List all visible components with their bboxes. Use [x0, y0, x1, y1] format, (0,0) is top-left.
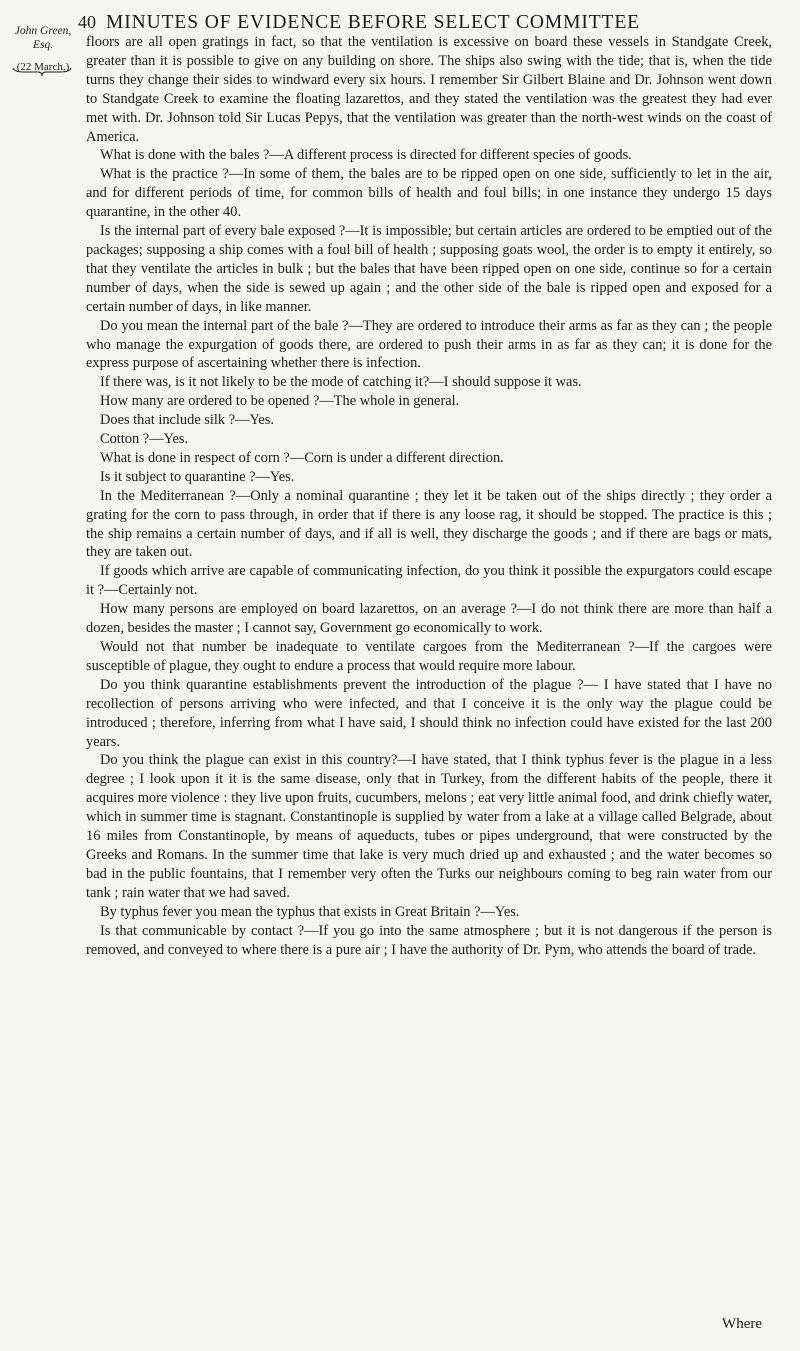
qa-paragraph: How many are ordered to be opened ?—The whole in general.	[100, 393, 460, 410]
qa-paragraph: Is the internal part of every bale exposed ?—It is impossible; but certain articles are ordered to be emptied out of the packages; supposing a ship comes with a foul bill of health ; supposing goats wool, the order is to empty it entirely, so that they ventilate the articles in bulk ; but the bales that have been ripped open on one side, continue so for a certain number of days, when the side is sewed up again ; and the other side of the bale is ripped open and exposed for a certain number of days, in like manner.	[86, 223, 772, 315]
qa-paragraph: What is the practice ?—In some of them, the bales are to be ripped open on one side, sufficiently to let in the air, and for different periods of time, for common bills of health and foul bills; in one instance they undergo 15 days quarantine, in the other 40.	[86, 166, 772, 221]
qa-paragraph: Is it subject to quarantine ?—Yes.	[100, 468, 295, 485]
qa-paragraph: If there was, is it not likely to be the mode of catching it?—I should suppose it was.	[100, 374, 582, 391]
qa-paragraph: Cotton ?—Yes.	[100, 431, 189, 448]
continued-paragraph: floors are all open gratings in fact, so that the ventilation is excessive on board these vessels in Standgate Creek, greater than it is possible to give on any building on shore. The ships also swing with the tide; that is, when the tide turns they change their sides to windward every six hours. I remember Sir Gilbert Blaine and Dr. Johnson went down to Standgate Creek to examine the floating lazarettos, and they stated the ventilation was the greatest they had ever met with. Dr. Johnson told Sir Lucas Pepys, that the ventilation was greater than the north-west winds on the coast of America.	[86, 34, 772, 145]
qa-paragraph: What is done in respect of corn ?—Corn is under a different direction.	[100, 449, 504, 466]
qa-paragraph: Does that include silk ?—Yes.	[100, 412, 275, 429]
testimony-date: (22 March.)	[16, 61, 70, 73]
witness-title: Esq.	[32, 39, 54, 51]
margin-brace-icon	[12, 67, 72, 77]
qa-paragraph: What is done with the bales ?—A different process is directed for different species of goods.	[100, 147, 632, 164]
qa-paragraph: Is that communicable by contact ?—If you go into the same atmosphere ; but it is not dangerous if the person is removed, and conveyed to where there is a pure air ; I have the authority of Dr. Pym, who attends the board of trade.	[86, 922, 772, 958]
running-title: MINUTES OF EVIDENCE BEFORE SELECT COMMITTEE	[106, 12, 640, 33]
catchword: Where	[722, 1316, 762, 1332]
qa-paragraph: How many persons are employed on board lazarettos, on an average ?—I do not think there are more than half a dozen, besides the master ; I cannot say, Government go economically to work.	[86, 601, 772, 637]
page-number: 40	[78, 12, 96, 32]
qa-paragraph: By typhus fever you mean the typhus that exists in Great Britain ?—Yes.	[100, 903, 520, 920]
qa-paragraph: Do you think quarantine establishments prevent the introduction of the plague ?— I have stated that I have no recollection of persons arriving who were infected, and that I conceive it is the only way the plague could be introduced ; therefore, inferring from what I have said, I should think no infection could have existed for the last 200 years.	[86, 676, 772, 750]
qa-paragraph: In the Mediterranean ?—Only a nominal quarantine ; they let it be taken out of the ships directly ; they order a grating for the corn to pass through, in order that if there is any loose rag, it should be stopped. The practice is this ; the ship remains a certain number of days, and if all is well, they discharge the goods ; and if there are bags or mats, they are taken out.	[86, 487, 772, 561]
qa-paragraph: Would not that number be inadequate to ventilate cargoes from the Mediterranean ?—If the cargoes were susceptible of plague, they ought to endure a process that would require more labour.	[86, 639, 772, 674]
witness-name: John Green,	[14, 25, 72, 37]
qa-paragraph: Do you think the plague can exist in this country?—I have stated, that I think typhus fever is the plague in a less degree ; I look upon it it is the same disease, only that in Turkey, from the different habits of the people, there it acquires more violence : they live upon fruits, cucumbers, melons ; eat very little animal food, and drink chiefly water, which in summer time is stagnant. Constantinople is supplied by water from a lake at a village called Belgrade, about 16 miles from Constantinople, by means of aqueducts, tubes or pipes underground, that were constructed by the Greeks and Romans. In the summer time that lake is very much dried up and exhausted ; and the water becomes so bad in the public fountains, that I remember very often the Turks our neighbours coming to beg rain water from our tank ; rain water that we had saved.	[86, 752, 772, 901]
evidence-text	[86, 33, 772, 959]
qa-paragraph: If goods which arrive are capable of communicating infection, do you think it possible the expurgators could escape it ?—Certainly not.	[86, 563, 772, 599]
page-header	[78, 12, 778, 34]
qa-paragraph: Do you mean the internal part of the bale ?—They are ordered to introduce their arms as far as they can ; the people who manage the expurgation of goods there, are ordered to push their arms in as far as they can; it is done for the express purpose of ascertaining whether there is infection.	[86, 317, 772, 372]
